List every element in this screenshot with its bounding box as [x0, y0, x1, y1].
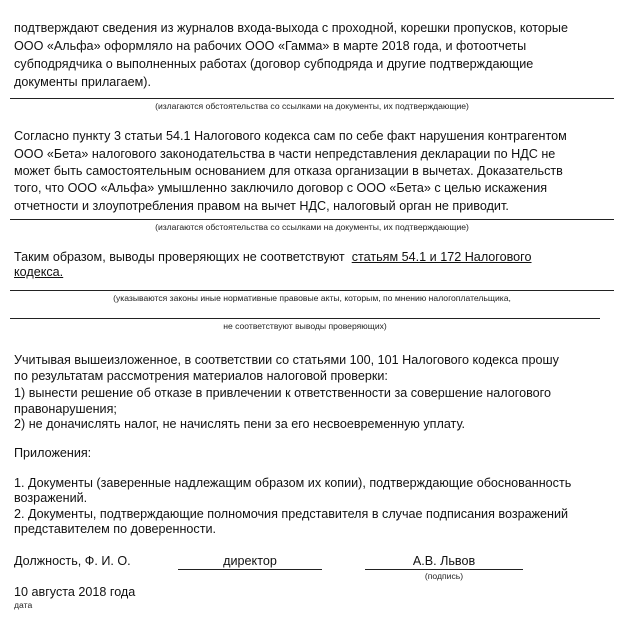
signature-rule	[365, 569, 523, 570]
block3-text: Таким образом, выводы проверяющих не соответствуют	[14, 250, 345, 264]
block1-line-4: документы прилагаем).	[14, 75, 151, 89]
block3-rule-1	[10, 290, 614, 291]
attachment-line-1: 1. Документы (заверенные надлежащим образом их копии), подтверждающие обоснованность	[14, 476, 572, 490]
attachment-line-4: представителем по доверенности.	[14, 522, 217, 536]
date-caption: дата	[14, 600, 33, 610]
block4-line-1: Учитывая вышеизложенное, в соответствии со статьями 100, 101 Налогового кодекса прошу	[14, 353, 559, 367]
block3-caption-2: не соответствуют выводы проверяющих)	[223, 321, 387, 331]
signature-caption: (подпись)	[424, 571, 464, 581]
block4-line-5: 2) не доначислять налог, не начислять пени за его несвоевременную уплату.	[14, 417, 465, 431]
block2-line-2: ООО «Бета» налогового законодательства в части непредставления декларации по НДС не	[14, 147, 556, 161]
statute-link[interactable]: статьям 54.1 и 172 Налогового	[351, 250, 532, 264]
block2-line-1: Согласно пункту 3 статьи 54.1 Налогового кодекса сам по себе факт нарушения контрагентом	[14, 129, 567, 143]
block2-line-5: отчетности и злоупотребления правом на вычет НДС, налоговый орган не приводит.	[14, 199, 509, 213]
statute-link-continued[interactable]: кодекса.	[14, 265, 64, 279]
position-rule	[178, 569, 322, 570]
block3-rule-2	[10, 318, 600, 319]
date-value: 10 августа 2018 года	[14, 585, 136, 599]
block3-line-2	[14, 264, 63, 280]
attachment-line-3: 2. Документы, подтверждающие полномочия представителя в случае подписания возражений	[14, 507, 569, 521]
block2-line-3: может быть самостоятельным основанием для отказа организации в вычетах. Доказательств	[14, 164, 563, 178]
block1-line-3: субподрядчика о выполненных работах (договор субподряда и другие подтверждающие	[14, 57, 534, 71]
attachment-line-2: возражений.	[14, 491, 88, 505]
block3-caption-1: (указываются законы иные нормативные правовые акты, которым, по мнению налогоплательщика,	[113, 293, 511, 303]
block3-line-1	[14, 249, 532, 265]
block1-line-1: подтверждают сведения из журналов входа-выхода с проходной, корешки пропусков, которые	[14, 21, 568, 35]
attachments-heading: Приложения:	[14, 446, 92, 460]
block1-rule	[10, 98, 614, 99]
block4-line-2: по результатам рассмотрения материалов налоговой проверки:	[14, 369, 388, 383]
signature-label: Должность, Ф. И. О.	[14, 554, 131, 568]
block1-caption: (излагаются обстоятельства со ссылками на документы, их подтверждающие)	[155, 101, 469, 111]
block2-caption: (излагаются обстоятельства со ссылками на документы, их подтверждающие)	[155, 222, 469, 232]
block1-line-2: ООО «Альфа» оформляло на рабочих ООО «Гамма» в марте 2018 года, и фотоотчеты	[14, 39, 527, 53]
block2-line-4: того, что ООО «Альфа» умышленно заключило договор с ООО «Бета» с целью искажения	[14, 181, 548, 195]
block4-line-3: 1) вынести решение об отказе в привлечении к ответственности за совершение налогового	[14, 386, 551, 400]
block4-line-4: правонарушения;	[14, 402, 117, 416]
signature-name: А.В. Львов	[412, 554, 476, 568]
block2-rule	[10, 219, 614, 220]
signature-position: директор	[223, 554, 277, 568]
